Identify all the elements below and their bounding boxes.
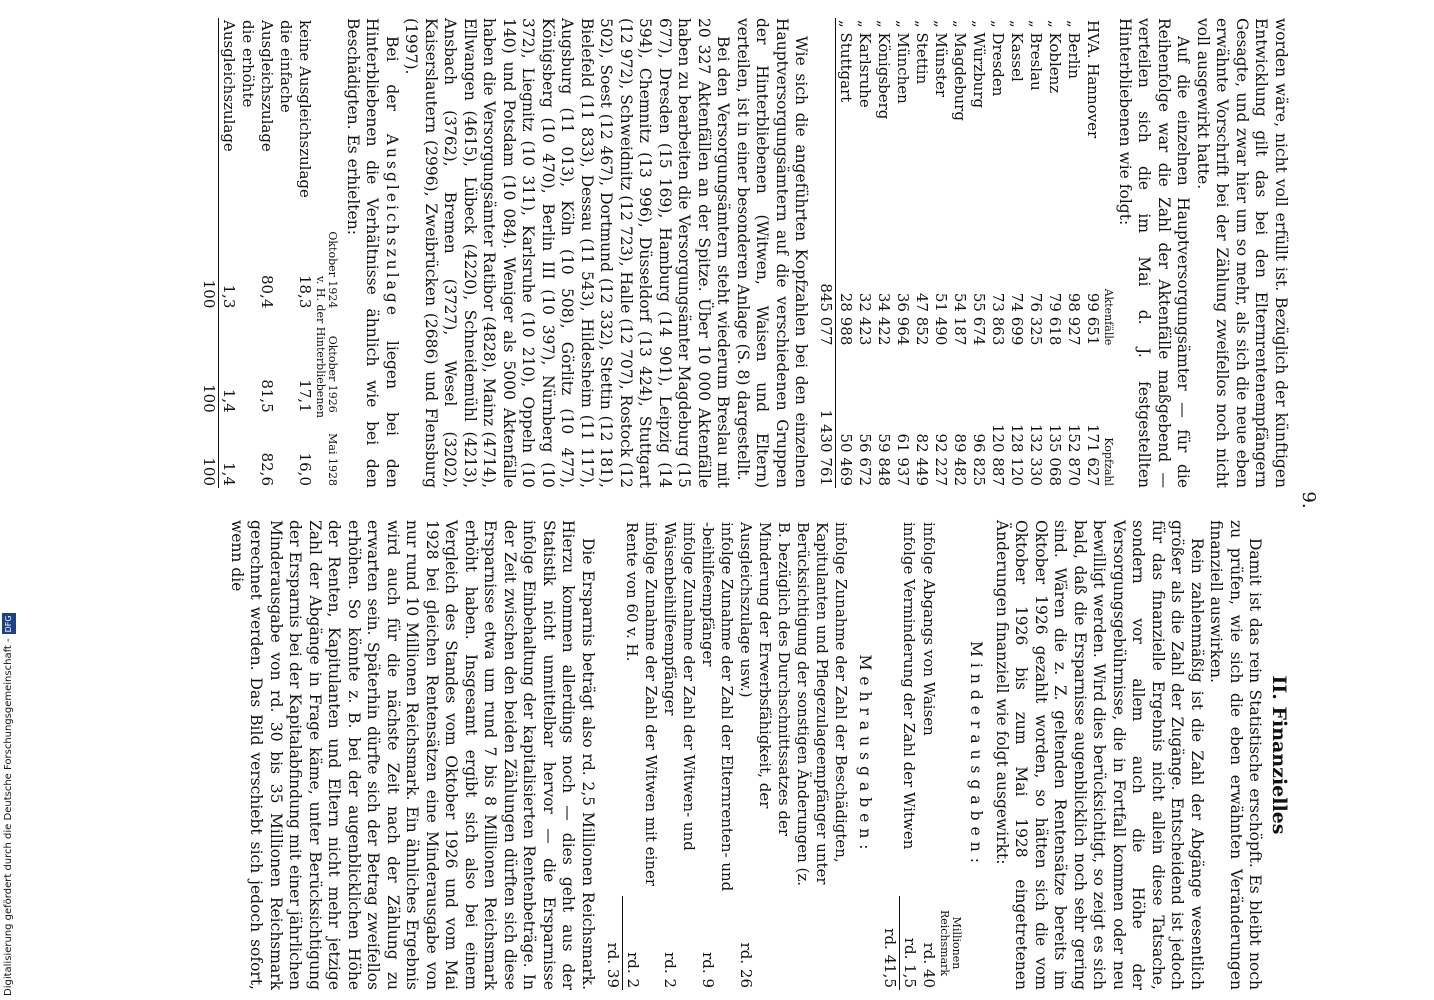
table-row: [1027, 18, 1046, 488]
mehr-label: infolge Zunahme der Zahl der Beschädigten, Kapitulanten und Pflegezulageempfänger unter Berücksichtigung der sonstigen Änderungen (z. B. bezüglich des Durchschnittssatzes der Minderung der Erwerbsfähigkeit, der Ausgleichszulage usw.): [737, 522, 851, 887]
aktenfaelle-value: 79 618: [1046, 292, 1065, 346]
mehr-value: rd. 26: [737, 942, 756, 988]
col-header-aktenfaelle: Aktenfälle: [1102, 288, 1116, 346]
paragraph-finanziell: Damit ist das rein Statistische erschöpft. Es bleibt noch zu prüfen, wie sich die eben erwähnten Veränderungen finanziell auswirken.: [1207, 520, 1265, 990]
kopfzahl-value: 56 672: [856, 433, 875, 486]
mehrausgaben-title: Mehrausgaben:: [856, 654, 874, 856]
side-credit: [0, 0, 20, 1000]
table-row: [856, 18, 875, 488]
office-name: HVA. Hannover: [1084, 20, 1103, 139]
table-row: [1046, 18, 1065, 488]
aktenfaelle-value: 74 699: [1008, 292, 1027, 346]
az-value-1926: 81,5: [258, 379, 277, 413]
az-value-1924: 18,3: [296, 274, 315, 309]
aktenfaelle-value: 55 674: [970, 292, 989, 346]
ausgleichszulage-table: [200, 18, 339, 488]
az-value-1928: 82,6: [258, 452, 277, 486]
az-total-1928: 100: [200, 415, 220, 488]
minderausgaben-table: [880, 520, 962, 990]
az-row: [219, 18, 258, 488]
aktenfaelle-value: 51 490: [932, 292, 951, 346]
mehr-value: rd. 2: [624, 952, 642, 988]
unit-label: Millionen Reichsmark: [938, 909, 963, 977]
office-name: „ Koblenz: [1046, 20, 1065, 94]
mehr-row: [737, 520, 851, 990]
az-value-1924: 1,3: [220, 284, 239, 309]
minder-value: rd. 1,5: [901, 937, 919, 988]
text-emphasis: Ausgleichszulage: [383, 133, 401, 319]
office-name: „ Karlsruhe: [856, 20, 875, 108]
az-col-1926: Oktober 1926: [326, 335, 340, 413]
az-col-1928: Mai 1928: [326, 433, 340, 486]
kopfzahl-value: 135 068: [1046, 423, 1065, 486]
az-label: die einfache Ausgleichszulage: [258, 20, 296, 152]
minder-total: rd. 41,5: [880, 896, 900, 990]
section-heading: II. Finanzielles: [1268, 675, 1290, 835]
az-header-row: [327, 18, 339, 488]
dfg-logo: DFG: [2, 613, 16, 634]
kopfzahl-value: 82 449: [913, 433, 932, 486]
table-total-row: [817, 18, 837, 488]
aktenfaelle-value: 28 988: [837, 292, 856, 346]
office-name: „ Stettin: [913, 20, 932, 85]
az-subheader: v. H. der Hinterbliebenen: [314, 276, 328, 418]
kopfzahl-value: 120 887: [989, 423, 1008, 486]
az-label: die erhöhte Ausgleichszulage: [220, 20, 258, 152]
credit-text: Digitalisierung gefördert durch die Deutsche Forschungsgemeinschaft -: [3, 638, 14, 996]
kopfzahl-value: 152 870: [1065, 423, 1084, 486]
minder-value: rd. 40: [920, 942, 938, 988]
paragraph-versorgungsaemter: Bei den Versorgungsämtern steht wiederum Breslau mit 20 327 Aktenfällen an der Spitze. Über 10 000 Aktenfälle haben zu bearbeiten die Versorgungsämter Magdeburg (15 677), Dresden (15 169), Hamburg (14 901), Leipzig (14 594), Chemnitz (13 996), Düsseldorf (13 424), Stuttgart (12 972), Schweidnitz (12 723), Halle (12 707), Rostock (12 502), Soest (12 467), Dortmund (12 332), Stettin (12 181), Bielefeld (11 833), Dessau (11 543), Hildesheim (11 117), Augsburg (11 013), Köln (10 508), Görlitz (10 477), Königsberg (10 470), Berlin III (10 397), Nürnberg (10 372), Liegnitz (10 311), Karlsruhe (10 210), Oppeln (10 140) und Potsdam (10 084). Weniger als 5000 Aktenfälle haben die Versorgungsämter Ratibor (4828), Mainz (4714), Ellwangen (4615), Lübeck (4220), Schneidemühl (4213), Ansbach (3762), Bremen (3727), Wesel (3202), Kaiserslautern (2996), Zweibrücken (2686) und Flensburg (1997).: [402, 18, 733, 488]
table-row: [1084, 18, 1103, 488]
minderausgaben-title: Minderausgaben:: [967, 641, 986, 869]
mehr-value: rd. 9: [699, 952, 718, 988]
paragraph-intro: worden wäre, nicht voll erfüllt ist. Bezüglich der künftigen Entwicklung gilt das bei den Elternrentenempfängern Gesagte, und zwar hier um so mehr, als sich die neue eben erwähnte Vorschrift bei der Zählung zweifellos noch nicht voll ausgewirkt hatte.: [1194, 18, 1290, 488]
minder-label: infolge Verminderung der Zahl der Witwen: [900, 522, 919, 850]
mehr-total: rd. 39: [603, 896, 623, 990]
table-row: [951, 18, 970, 488]
minder-label: infolge Abgangs von Waisen: [920, 522, 938, 736]
aktenfaelle-value: 47 852: [913, 292, 932, 346]
table-row: [913, 18, 932, 488]
table-row: [875, 18, 894, 488]
kopfzahl-value: 96 825: [970, 433, 989, 486]
table-row: [894, 18, 913, 488]
aktenfaelle-value: 98 927: [1065, 292, 1084, 346]
aktenfaelle-value: 34 422: [875, 292, 894, 346]
minder-row: [900, 520, 920, 990]
hva-table: [817, 18, 1115, 488]
kopfzahl-value: 171 627: [1084, 423, 1103, 486]
kopfzahl-value: 61 937: [894, 433, 913, 486]
kopfzahl-value: 128 120: [1008, 423, 1027, 486]
az-total-row: [200, 18, 220, 488]
kopfzahl-value: 89 482: [951, 433, 970, 486]
office-name: „ Dresden: [989, 20, 1008, 97]
text-suffix: liegen bei den Hinterbliebenen die Verhältnisse ähnlich wie bei den Beschädigten. Es erhielten:: [344, 18, 401, 488]
minder-row: [919, 520, 938, 990]
office-name: „ Würzburg: [970, 20, 989, 109]
mehr-row: [661, 520, 699, 990]
office-name: „ Königsberg: [875, 20, 894, 120]
mehr-label: infolge Zunahme der Zahl der Witwen- und Waisenbeihilfeempfänger: [661, 522, 699, 851]
mehr-value: rd. 2: [661, 952, 680, 988]
az-subheader-row: [315, 18, 327, 488]
az-total-1926: 100: [200, 310, 220, 414]
paragraph-ausgleichszulage: [343, 18, 402, 488]
paragraph-abgaenge: Rein zahlenmäßig ist die Zahl der Abgänge wesentlich größer als die Zahl der Zugänge. Entscheidend ist jedoch für das finanzielle Ergebnis nicht allein diese Tatsache, sondern vor allem auch die Höhe der Versorgungsgebührnisse, die in Fortfall kommen oder neu bewilligt werden. Wird dies berücksichtigt, so zeigt es sich bald, daß die Ersparnisse augenblicklich noch sehr gering sind. Wären die z. Z. geltenden Rentensätze bereits im Oktober 1926 gezahlt worden, so hätten sich die vom Oktober 1926 bis zum Mai 1928 eingetretenen Änderungen finanziell wie folgt ausgewirkt:: [993, 520, 1206, 990]
office-name: „ Breslau: [1027, 20, 1046, 91]
office-name: „ Stuttgart: [837, 20, 856, 103]
office-name: „ Münster: [932, 20, 951, 97]
table-row: [970, 18, 989, 488]
kopfzahl-value: 50 469: [837, 433, 856, 486]
mehr-row: [699, 520, 737, 990]
office-name: „ München: [894, 20, 913, 104]
office-name: „ Kassel: [1008, 20, 1027, 82]
az-value-1926: 1,4: [220, 388, 239, 413]
total-aktenfaelle: 845 077: [817, 232, 837, 348]
table-row: [836, 18, 856, 488]
az-label: keine Ausgleichszulage: [296, 20, 315, 198]
page-number: 9.: [1298, 491, 1319, 509]
table-row: [932, 18, 951, 488]
right-column: [227, 520, 1291, 990]
minder-total-row: [880, 520, 900, 990]
aktenfaelle-value: 36 964: [894, 292, 913, 346]
total-kopfzahl: 1 430 761: [817, 347, 837, 488]
table-header-row: [1103, 18, 1115, 488]
aktenfaelle-value: 76 325: [1027, 292, 1046, 346]
az-value-1926: 17,1: [296, 379, 315, 413]
az-row: [296, 18, 315, 488]
table-row: [1008, 18, 1027, 488]
office-name: „ Magdeburg: [951, 20, 970, 121]
left-column: [200, 18, 1291, 488]
office-name: „ Berlin: [1065, 20, 1084, 79]
az-col-1924: Oktober 1924: [326, 231, 340, 309]
mehr-label: infolge Zunahme der Zahl der Witwen mit einer Rente von 60 v. H.: [623, 522, 661, 887]
kopfzahl-value: 92 227: [932, 433, 951, 486]
az-value-1928: 16,0: [296, 452, 315, 486]
text-prefix: Bei der: [383, 36, 401, 134]
mehr-total-row: [603, 520, 623, 990]
az-total-1924: 100: [200, 206, 220, 310]
table-row: [989, 18, 1008, 488]
az-value-1928: 1,4: [220, 462, 239, 486]
mehr-label: infolge Zunahme der Zahl der Elternrenten- und -beihilfeempfänger: [699, 522, 737, 892]
mehrausgaben-table: [603, 520, 851, 990]
table-row: [1065, 18, 1084, 488]
aktenfaelle-value: 54 187: [951, 292, 970, 346]
az-value-1924: 80,4: [258, 274, 277, 309]
paragraph-ersparnis: Die Ersparnis beträgt also rd. 2,5 Millionen Reichsmark. Hierzu kommen allerdings noch — dies geht aus der Statistik nicht unmittelbar hervor — die Ersparnisse infolge Einbehaltung der kapitalisierten Rentenbeträge. In der Zeit zwischen den beiden Zählungen dürften sich diese Ersparnisse etwa um rund 7 bis 8 Millionen Reichsmark erhöht haben. Insgesamt ergibt sich also bei einem Vergleich des Standes vom Oktober 1926 und vom Mai 1928 bei gleichen Rentensätzen eine Minderausgabe von nur rund 10 Millionen Reichsmark. Ein ähnliches Ergebnis wird auch für die nächste Zeit nach der Zählung zu erwarten sein. Späterhin dürfte sich der Betrag zweifellos erhöhen. So könnte z. B. bei der augenblicklichen Höhe der Renten, Kapitulanten und Eltern nicht mehr jetzige Zahl der Abgänge in Frage käme, unter Berücksichtigung der Ersparnis bei der Kapitalabfindung mit einer jährlichen Minderausgabe von rd. 30 bis 35 Millionen Reichsmark gerechnet werden. Das Bild verschiebt sich jedoch sofort, wenn die: [228, 520, 597, 990]
az-row: [258, 18, 296, 488]
paragraph-groups: Wie sich die angeführten Kopfzahlen bei den einzelnen Hauptversorgungsämtern auf die verschiedenen Gruppen der Hinterbliebenen (Witwen, Waisen und Eltern) verteilen, ist in einer besonderen Anlage (S. 8) dargestellt.: [734, 18, 811, 488]
aktenfaelle-value: 73 863: [989, 292, 1008, 346]
kopfzahl-value: 59 848: [875, 433, 894, 486]
aktenfaelle-value: 32 423: [856, 292, 875, 346]
paragraph-distribution: Auf die einzelnen Hauptversorgungsämter — für die Reihenfolge war die Zahl der Aktenfälle maßgebend — verteilen sich die im Mai d. J. festgestellten Hinterbliebenen wie folgt:: [1116, 18, 1193, 488]
mehr-row: [623, 520, 661, 990]
col-header-kopfzahl: Kopfzahl: [1102, 437, 1116, 486]
aktenfaelle-value: 99 651: [1084, 292, 1103, 346]
kopfzahl-value: 132 330: [1027, 423, 1046, 486]
